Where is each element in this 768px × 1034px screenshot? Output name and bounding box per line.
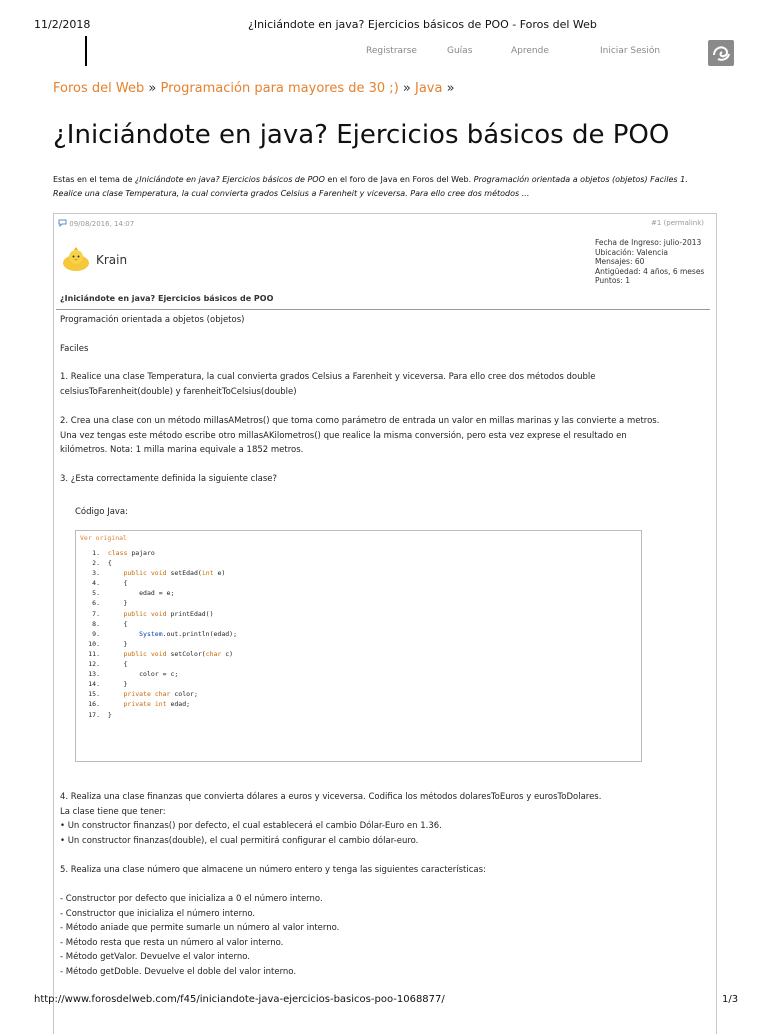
username[interactable]: Krain <box>96 253 128 267</box>
code-label: Código Java: <box>75 507 129 517</box>
post-line: • Un constructor finanzas() por defecto, el cual establecerá el cambio Dólar-Euro en 1.36. <box>60 821 442 831</box>
code-line <box>78 598 237 608</box>
code-line-text: { <box>100 559 112 568</box>
register-link[interactable]: Registrarse <box>366 46 417 56</box>
post-line: La clase tiene que tener: <box>60 806 166 817</box>
user-info-line: Puntos: 1 <box>595 276 631 285</box>
code-line-text: { <box>100 579 128 588</box>
list-item: - Método aniade que permite sumarle un número al valor interno. <box>60 923 340 933</box>
print-url: http://www.forosdelweb.com/f45/iniciandote-java-ejercicios-basicos-poo-1068877/ <box>34 994 445 1005</box>
code-line <box>78 588 237 598</box>
code-line-text: private int edad; <box>123 700 191 709</box>
code-line-text: } <box>100 599 128 608</box>
code-line <box>78 629 237 639</box>
user-info-line: Mensajes: 60 <box>595 257 645 266</box>
features-list <box>60 892 339 979</box>
code-line-number: 1. <box>92 549 100 557</box>
code-line-text: edad = e; <box>100 589 175 598</box>
code-line-number: 9. <box>92 629 100 638</box>
code-line-text: public void setColor(char c) <box>123 649 234 658</box>
code-line <box>78 659 237 669</box>
intro-text: en el foro de <box>324 175 381 184</box>
code-line-text: public void setEdad(int e) <box>123 569 226 578</box>
code-line-number: 14. <box>88 680 100 689</box>
breadcrumb-java[interactable]: Java <box>414 81 443 96</box>
user-info <box>595 238 704 286</box>
site-logo-icon[interactable] <box>708 40 734 66</box>
code-line-text: private char color; <box>123 690 198 699</box>
intro-forum: Java <box>380 175 398 184</box>
breadcrumb-sep: » <box>144 81 161 96</box>
list-item: - Método getValor. Devuelve el valor interno. <box>60 952 250 962</box>
code-line-text: } <box>100 639 128 648</box>
post-text: 3. ¿Esta correctamente definida la siguiente clase? <box>60 474 278 484</box>
code-line <box>78 689 237 699</box>
breadcrumb-foros[interactable]: Foros del Web <box>53 81 145 96</box>
breadcrumb-sep: » <box>442 81 455 96</box>
code-line-text: class pajaro <box>107 549 155 557</box>
print-title: ¿Iniciándote en java? Ejercicios básicos de POO - Foros del Web <box>248 18 597 31</box>
intro-text: en <box>397 175 413 184</box>
code-line-number: 11. <box>88 649 100 658</box>
user-avatar-icon[interactable] <box>60 247 92 273</box>
code-line-number: 8. <box>92 619 100 628</box>
code-line <box>78 699 237 709</box>
post-text: 5. Realiza una clase número que almacene un número entero y tenga las siguientes características: <box>60 865 486 875</box>
code-line <box>78 568 237 578</box>
user-info-line: Ubicación: Valencia <box>595 247 668 257</box>
divider <box>85 36 87 66</box>
code-line-number: 6. <box>92 599 100 608</box>
code-line-number: 15. <box>88 690 100 699</box>
code-line <box>78 649 237 659</box>
code-line <box>78 548 237 558</box>
post-line: celsiusToFarenheit(double) y farenheitToCelsius(double) <box>60 386 297 397</box>
code-line <box>78 558 237 568</box>
code-line <box>78 710 237 720</box>
intro-snippet: Programación orientada a objetos (objetos) Faciles 1. Realice una clase Temperatura, la cual convierta grados Celsius a Farenheit y viceversa. Para ello cree dos métodos ... <box>53 175 688 198</box>
post-text: Faciles <box>60 344 89 354</box>
code-line-number: 7. <box>92 609 100 618</box>
code-line <box>78 679 237 689</box>
code-line-number: 3. <box>92 569 100 578</box>
code-line-text: public void printEdad() <box>123 609 214 618</box>
print-date: 11/2/2018 <box>34 18 91 31</box>
breadcrumb <box>53 81 455 96</box>
code-listing <box>78 548 237 720</box>
learn-link[interactable]: Aprende <box>511 46 549 56</box>
post-text <box>60 370 710 399</box>
post-line: • Un constructor finanzas(double), el cual permitirá configurar el cambio dólar-euro. <box>60 835 419 846</box>
list-item: - Método resta que resta un número al valor interno. <box>60 937 284 948</box>
post-title: ¿Iniciándote en java? Ejercicios básicos de POO <box>60 294 274 303</box>
code-line-number: 5. <box>92 589 100 598</box>
code-line-number: 10. <box>88 639 100 648</box>
guides-link[interactable]: Guías <box>447 46 473 56</box>
view-original-link[interactable]: Ver original <box>80 534 127 542</box>
code-line-text: } <box>100 710 112 719</box>
post-line: Una vez tengas este método escribe otro millasAKilometros() que realice la misma conversión, pero esta vez exprese el resultado en <box>60 430 627 441</box>
code-line-number: 4. <box>92 579 100 588</box>
code-line-text: } <box>100 680 128 689</box>
code-line <box>78 578 237 588</box>
code-line-text: { <box>100 660 128 669</box>
post-line: kilómetros. Nota: 1 milla marina equivale a 1852 metros. <box>60 445 304 455</box>
code-line-number: 13. <box>88 670 100 679</box>
post-date-text: 09/08/2016, 14:07 <box>69 220 135 228</box>
code-line <box>78 609 237 619</box>
intro-text: . <box>468 175 474 184</box>
code-line-number: 16. <box>88 700 100 709</box>
login-link[interactable]: Iniciar Sesión <box>600 46 661 56</box>
print-page-number: 1/3 <box>722 994 739 1005</box>
intro-site: Foros del Web <box>412 175 469 184</box>
code-line-number: 12. <box>88 660 100 669</box>
code-line <box>78 669 237 679</box>
code-line-number: 17. <box>88 710 100 719</box>
breadcrumb-sep: » <box>398 81 415 96</box>
topic-intro <box>53 173 713 201</box>
list-item: - Método getDoble. Devuelve el doble del valor interno. <box>60 966 297 977</box>
post-text <box>60 414 715 458</box>
divider <box>56 309 710 310</box>
code-line-number: 2. <box>92 559 100 568</box>
post-text: Programación orientada a objetos (objetos) <box>60 315 245 325</box>
code-line-text: { <box>100 619 128 628</box>
intro-topic: ¿Iniciándote en java? Ejercicios básicos de POO <box>135 175 325 184</box>
list-item: - Constructor que inicializa el número interno. <box>60 908 256 919</box>
code-line-text: color = c; <box>100 670 179 679</box>
user-info-line: Antigüedad: 4 años, 6 meses <box>595 266 705 276</box>
post-line: 1. Realice una clase Temperatura, la cual convierta grados Celsius a Farenheit y viceversa. Para ello cree dos métodos double <box>60 372 596 382</box>
breadcrumb-programacion[interactable]: Programación para mayores de 30 ;) <box>160 81 399 96</box>
code-line <box>78 619 237 629</box>
code-line <box>78 639 237 649</box>
post-date <box>58 219 134 228</box>
intro-text: Estas en el tema de <box>53 175 136 184</box>
speech-bubble-icon <box>58 219 67 227</box>
page-title: ¿Iniciándote en java? Ejercicios básicos de POO <box>53 120 670 150</box>
list-item: - Constructor por defecto que inicializa a 0 el número interno. <box>60 894 323 904</box>
user-info-line: Fecha de Ingreso: julio-2013 <box>595 238 702 247</box>
permalink[interactable]: #1 (permalink) <box>651 219 704 227</box>
post-text <box>60 790 710 848</box>
code-line-text: System.out.println(edad); <box>139 629 237 638</box>
post-line: 2. Crea una clase con un método millasAMetros() que toma como parámetro de entrada un valor en millas marinas y las convierte a metros. <box>60 416 660 426</box>
post-line: 4. Realiza una clase finanzas que convierta dólares a euros y viceversa. Codifica los métodos dolaresToEuros y eurosToDolares. <box>60 792 602 802</box>
